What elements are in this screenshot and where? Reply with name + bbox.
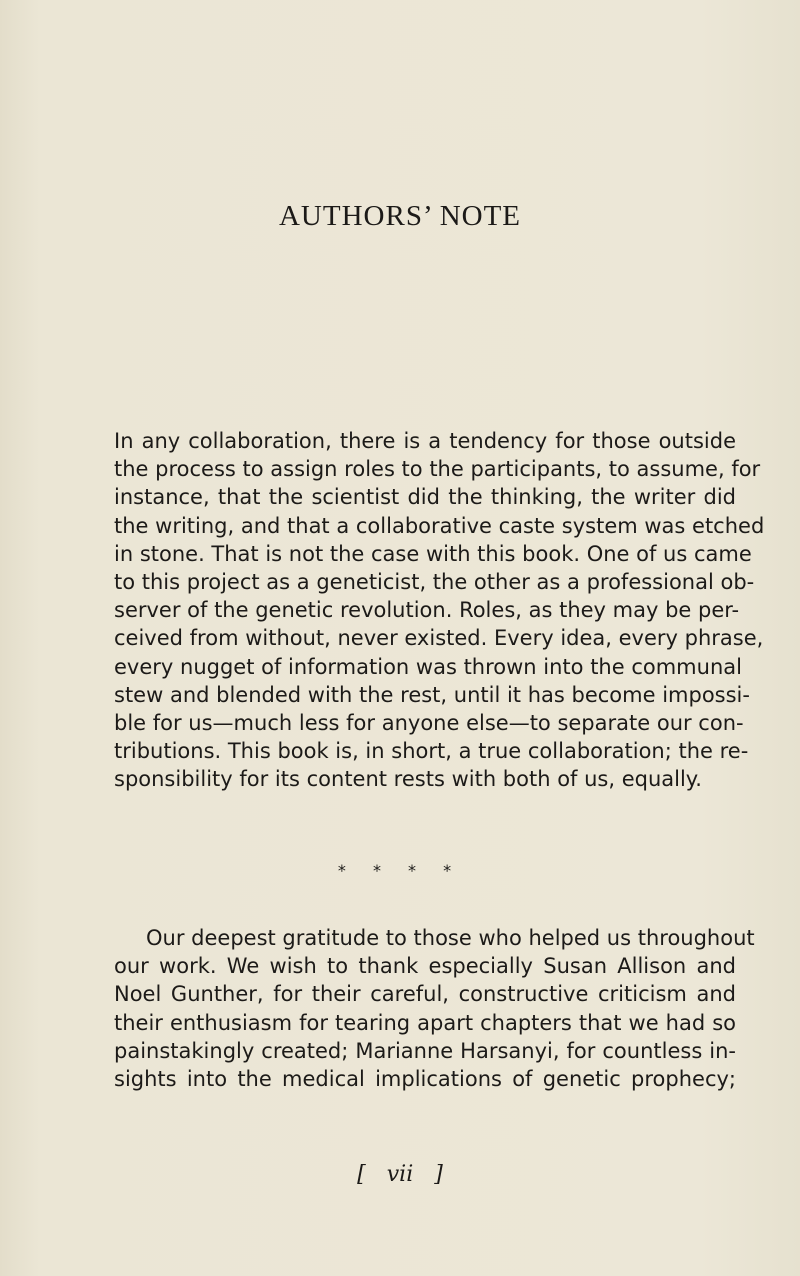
- text-line: our work. We wish to thank especially Susan Allison and: [114, 954, 736, 979]
- text-line: in stone. That is not the case with this book. One of us came: [114, 541, 752, 566]
- paragraph-gratitude: [114, 924, 755, 1093]
- text-line: Noel Gunther, for their careful, constructive criticism and: [114, 982, 736, 1007]
- paragraph-collaboration: [114, 427, 765, 794]
- text-line: painstakingly created; Marianne Harsanyi, for countless in-: [114, 1038, 736, 1063]
- text-line: sponsibility for its content rests with both of us, equally.: [114, 767, 702, 792]
- text-line: Our deepest gratitude to those who helped us throughout: [146, 926, 755, 950]
- page-title: AUTHORS’ NOTE: [278, 200, 522, 232]
- text-line: the process to assign roles to the participants, to assume, for: [114, 457, 761, 482]
- text-line: instance, that the scientist did the thinking, the writer did: [114, 485, 736, 510]
- text-line: In any collaboration, there is a tendency for those outside: [114, 429, 736, 453]
- text-line: sights into the medical implications of genetic prophecy;: [114, 1067, 736, 1092]
- text-line: their enthusiasm for tearing apart chapters that we had so: [114, 1010, 736, 1035]
- text-line: the writing, and that a collaborative caste system was etched: [114, 513, 765, 538]
- text-line: to this project as a geneticist, the other as a professional ob-: [114, 570, 755, 595]
- text-line: ble for us—much less for anyone else—to separate our con-: [114, 711, 744, 736]
- text-line: tributions. This book is, in short, a true collaboration; the re-: [114, 739, 749, 764]
- text-line: server of the genetic revolution. Roles, as they may be per-: [114, 598, 740, 623]
- text-line: ceived from without, never existed. Every idea, every phrase,: [114, 626, 764, 651]
- text-line: stew and blended with the rest, until it has become impossi-: [114, 682, 750, 707]
- page-number: [ vii ]: [357, 1162, 443, 1187]
- section-separator: * * * *: [337, 861, 463, 880]
- text-line: every nugget of information was thrown into the communal: [114, 654, 742, 679]
